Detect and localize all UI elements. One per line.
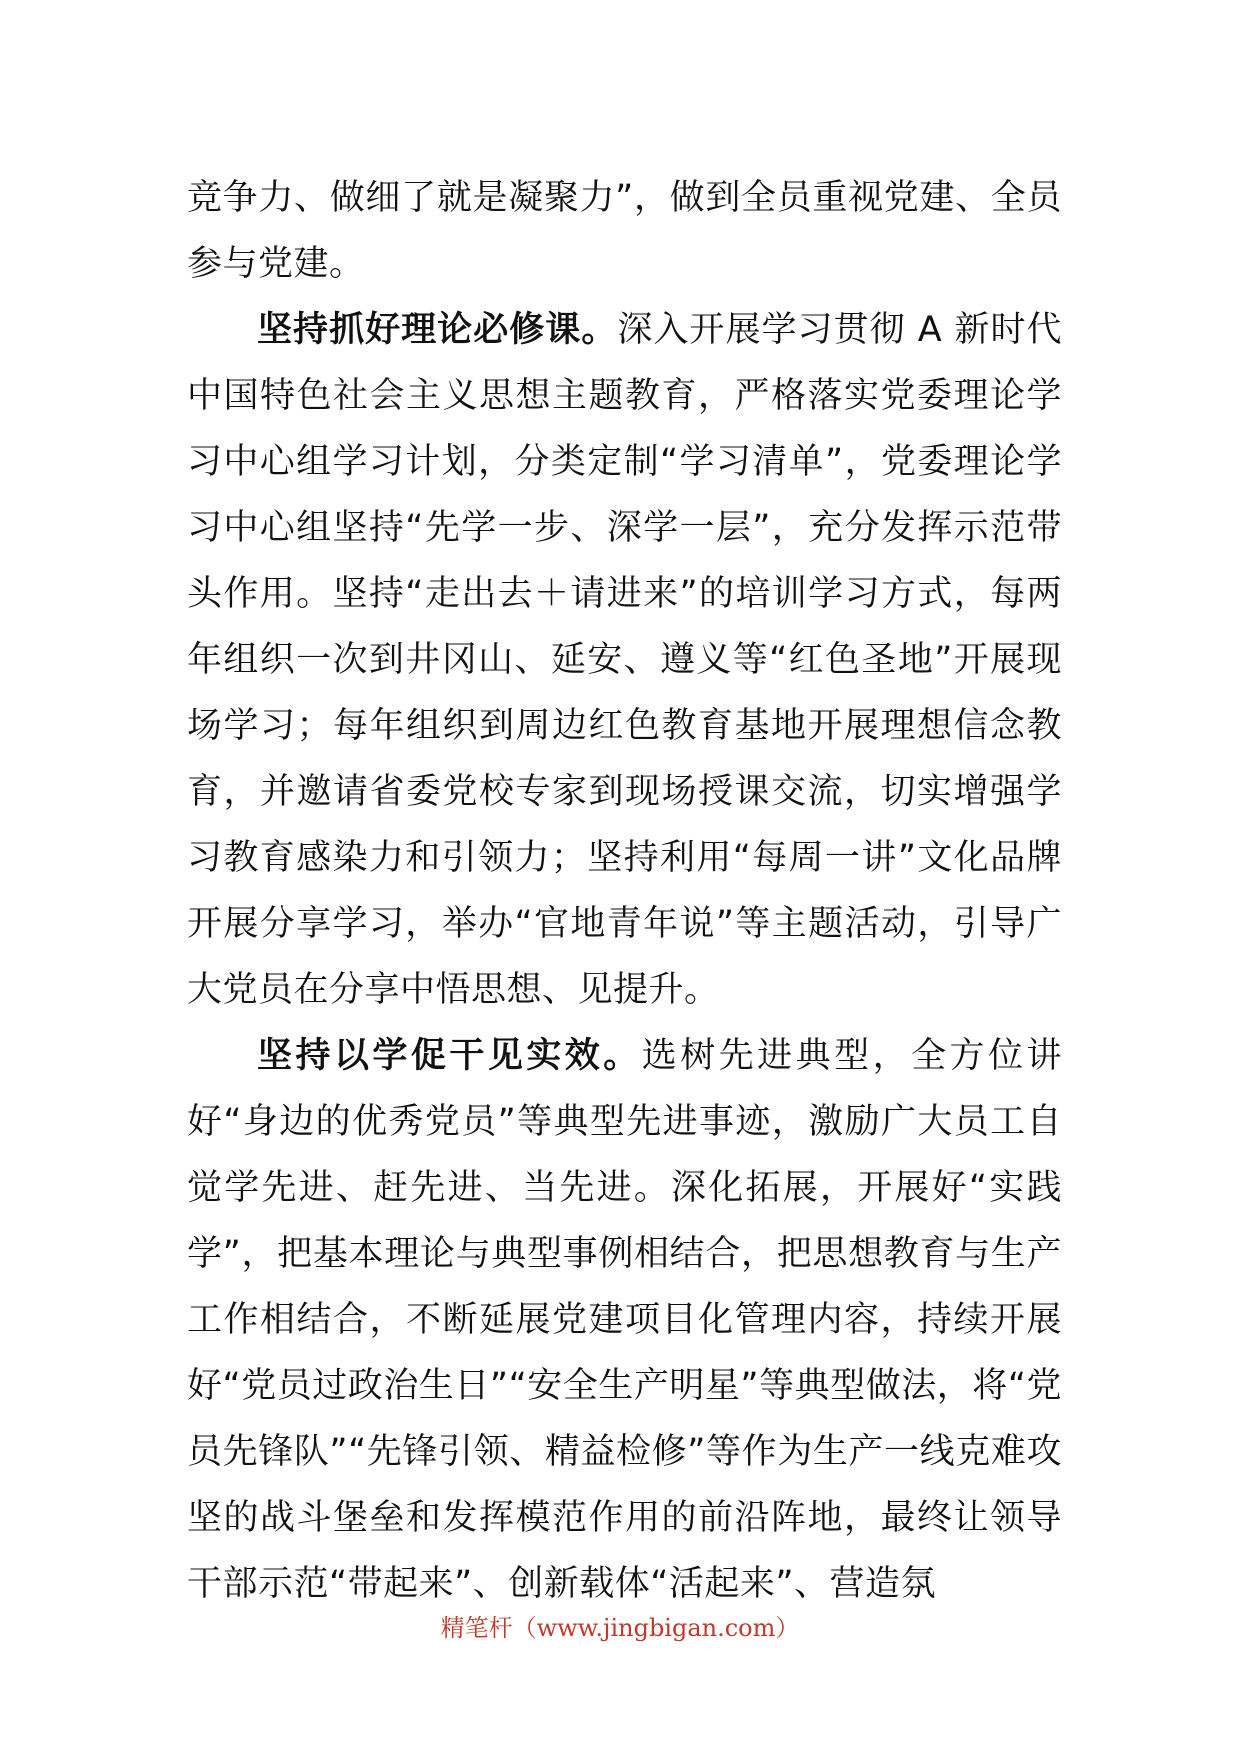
paragraph-continuation	[187, 165, 1062, 297]
paragraph-lead: 坚持以学促干见实效。	[257, 1036, 642, 1076]
paragraph-theory-study	[187, 297, 1062, 1023]
paragraph-text: 深入开展学习贯彻 A 新时代中国特色社会主义思想主题教育，严格落实党委理论学习中心组学习计划，分类定制“学习清单”，党委理论学习中心组坚持“先学一步、深学一层”，充分发挥示范带头作用。坚持“走出去＋请进来”的培训学习方式，每两年组织一次到井冈山、延安、遵义等“红色圣地”开展现场学习；每年组织到周边红色教育基地开展理想信念教育，并邀请省委党校专家到现场授课交流，切实增强学习教育感染力和引领力；坚持利用“每周一讲”文化品牌开展分享学习，举办“官地青年说”等主题活动，引导广大党员在分享中悟思想、见提升。	[187, 310, 1062, 1010]
paragraph-lead: 坚持抓好理论必修课。	[257, 310, 618, 350]
paragraph-text: 选树先进典型，全方位讲好“身边的优秀党员”等典型先进事迹，激励广大员工自觉学先进、赶先进、当先进。深化拓展，开展好“实践学”，把基本理论与典型事例相结合，把思想教育与生产工作相结合，不断延展党建项目化管理内容，持续开展好“党员过政治生日”“安全生产明星”等典型做法，将“党员先锋队”“先锋引领、精益检修”等作为生产一线克难攻坚的战斗堡垒和发挥模范作用的前沿阵地，最终让领导干部示范“带起来”、创新载体“活起来”、营造氛	[187, 1036, 1062, 1604]
paragraph-text: 竞争力、做细了就是凝聚力”，做到全员重视党建、全员参与党建。	[187, 178, 1062, 284]
paragraph-learning-action	[187, 1023, 1062, 1617]
document-body	[187, 165, 1062, 1617]
footer-watermark-link[interactable]: 精笔杆（www.jingbigan.com）	[440, 1614, 800, 1642]
